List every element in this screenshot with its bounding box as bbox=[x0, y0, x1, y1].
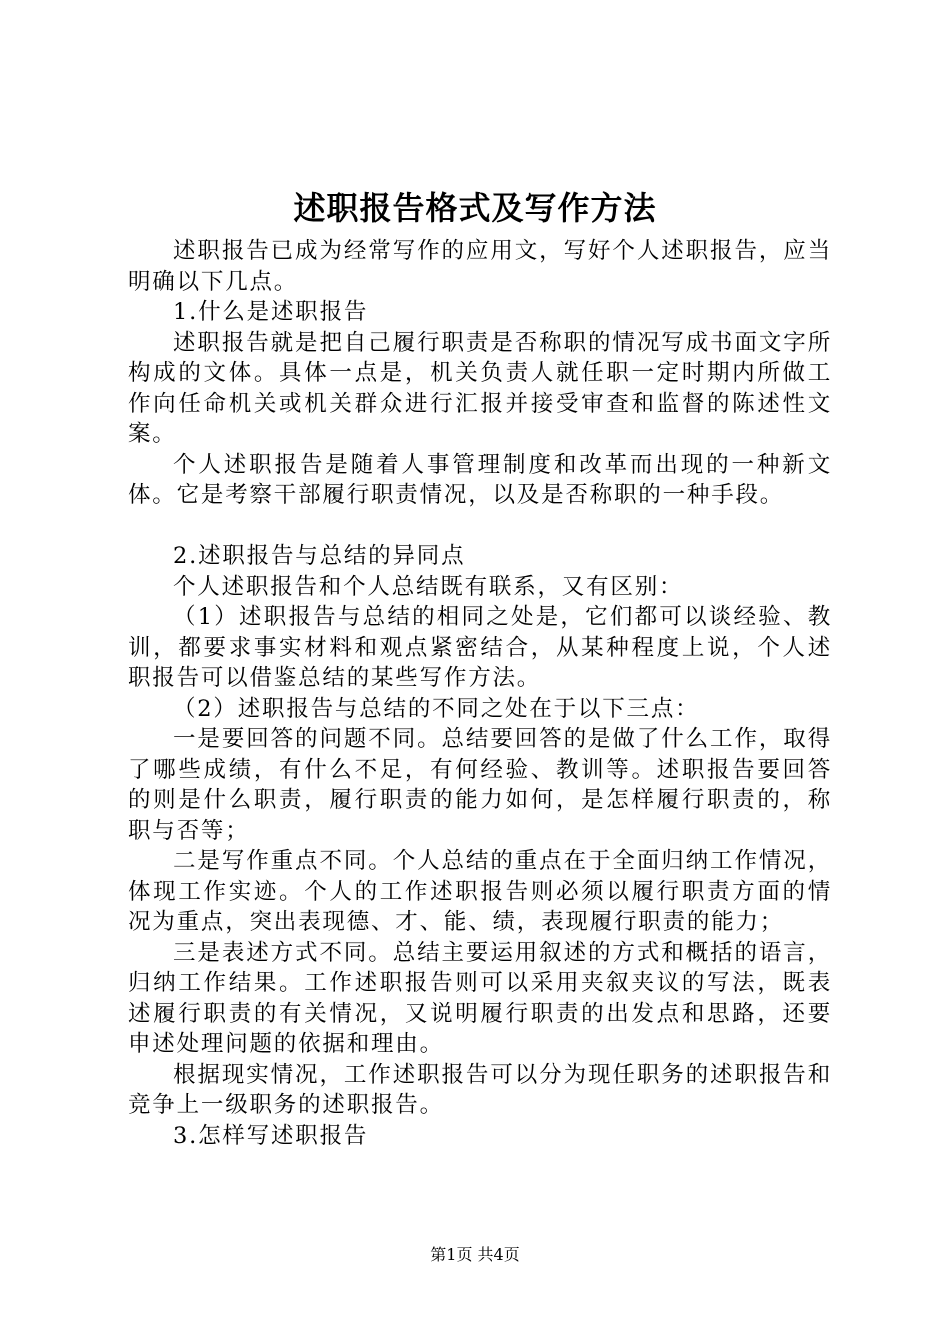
paragraph-new-genre: 个人述职报告是随着人事管理制度和改革而出现的一种新文体。它是考察干部履行职责情况，以及是否称职的一种手段。 bbox=[128, 451, 832, 508]
document-title: 述职报告格式及写作方法 bbox=[293, 189, 657, 227]
paragraph-difference-2: 二是写作重点不同。个人总结的重点在于全面归纳工作情况，体现工作实迹。个人的工作述职报告则必须以履行职责方面的情况为重点，突出表现德、才、能、绩，表现履行职责的能力； bbox=[128, 848, 832, 935]
paragraph-definition: 述职报告就是把自己履行职责是否称职的情况写成书面文字所构成的文体。具体一点是，机关负责人就任职一定时期内所做工作向任命机关或机关群众进行汇报并接受审查和监督的陈述性文案。 bbox=[128, 329, 832, 447]
document-body bbox=[128, 236, 832, 1151]
paragraph-similarity: （1）述职报告与总结的相同之处是，它们都可以谈经验、教训，都要求事实材料和观点紧密结合，从某种程度上说，个人述职报告可以借鉴总结的某些写作方法。 bbox=[128, 604, 832, 691]
paragraph-difference-1: 一是要回答的问题不同。总结要回答的是做了什么工作，取得了哪些成绩，有什么不足，有何经验、教训等。述职报告要回答的则是什么职责，履行职责的能力如何，是怎样履行职责的，称职与否等； bbox=[128, 726, 832, 844]
section-heading-2: 2.述职报告与总结的异同点 bbox=[173, 543, 466, 569]
page-footer: 第1页 共4页 bbox=[430, 1245, 520, 1264]
section-heading-1: 1.什么是述职报告 bbox=[173, 299, 369, 325]
paragraph-classification: 根据现实情况，工作述职报告可以分为现任职务的述职报告和竞争上一级职务的述职报告。 bbox=[128, 1061, 832, 1118]
paragraph-relation: 个人述职报告和个人总结既有联系，又有区别： bbox=[173, 573, 684, 600]
paragraph-intro: 述职报告已成为经常写作的应用文，写好个人述职报告，应当明确以下几点。 bbox=[128, 238, 832, 295]
section-heading-3: 3.怎样写述职报告 bbox=[173, 1122, 369, 1149]
paragraph-difference-intro: （2）述职报告与总结的不同之处在于以下三点： bbox=[173, 695, 700, 722]
paragraph-difference-3: 三是表述方式不同。总结主要运用叙述的方式和概括的语言，归纳工作结果。工作述职报告则可以采用夹叙夹议的写法，既表述履行职责的有关情况，又说明履行职责的出发点和思路，还要申述处理问题的依据和理由。 bbox=[128, 939, 832, 1057]
